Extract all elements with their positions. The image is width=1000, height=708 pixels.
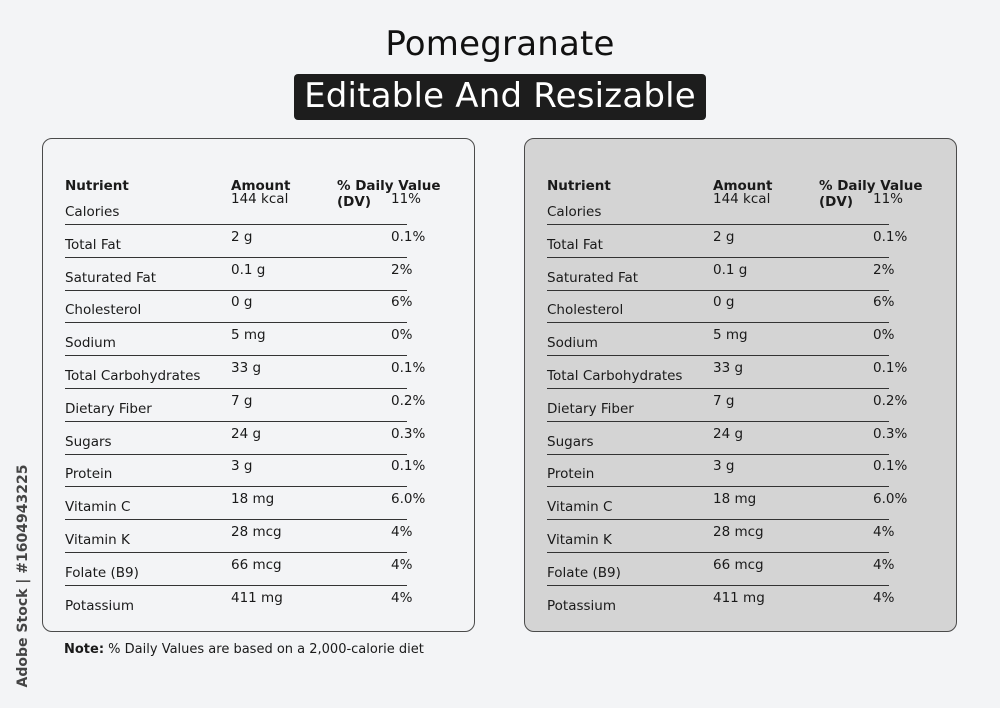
nutrient-daily-value: 6%: [391, 294, 413, 311]
nutrient-daily-value: 6.0%: [873, 491, 908, 508]
stock-id-watermark: [12, 458, 34, 694]
table-row: [65, 389, 426, 422]
header-amount: Amount: [713, 178, 773, 194]
nutrient-name: Sodium: [65, 335, 116, 352]
table-row: [547, 454, 908, 487]
nutrient-name: Potassium: [65, 597, 135, 614]
nutrient-amount: 66 mcg: [231, 556, 282, 573]
nutrient-amount: 0 g: [713, 294, 735, 311]
nutrient-daily-value: 0.1%: [873, 360, 908, 376]
nutrient-amount: 7 g: [231, 392, 253, 409]
nutrient-daily-value: 2%: [391, 261, 413, 278]
nutrient-amount: 2 g: [713, 228, 735, 245]
nutrient-name: Saturated Fat: [65, 269, 157, 286]
nutrient-amount: 28 mcg: [713, 524, 764, 540]
table-row: [65, 225, 426, 258]
table-row: [547, 487, 908, 520]
nutrient-daily-value: 4%: [873, 589, 895, 606]
nutrient-amount: 144 kcal: [713, 191, 771, 207]
nutrient-amount: 3 g: [713, 458, 735, 475]
table-row: [65, 520, 415, 553]
nutrient-amount: 18 mg: [231, 491, 275, 508]
nutrient-daily-value: 4%: [391, 589, 413, 606]
nutrient-daily-value: 11%: [391, 191, 422, 207]
table-row: [65, 422, 426, 455]
nutrient-name: Total Fat: [547, 236, 603, 253]
nutrient-name: Vitamin K: [65, 532, 130, 548]
table-row: [547, 553, 897, 586]
nutrient-amount: 3 g: [231, 458, 253, 475]
footnote: [64, 642, 424, 657]
table-row: [65, 356, 426, 389]
nutrient-daily-value: 0.1%: [391, 458, 426, 475]
nutrient-amount: 7 g: [713, 392, 735, 409]
table-row: [65, 258, 415, 291]
nutrient-name: Potassium: [547, 597, 617, 614]
table-row: [65, 323, 415, 356]
nutrient-daily-value: 0.1%: [873, 458, 908, 475]
table-row: [547, 422, 908, 455]
nutrient-name: Dietary Fiber: [547, 400, 634, 417]
nutrient-daily-value: 0%: [391, 327, 413, 344]
stock-id-text: Adobe Stock | #1604943225: [15, 464, 31, 688]
nutrient-amount: 411 mg: [231, 589, 283, 606]
nutrient-name: Cholesterol: [547, 302, 624, 319]
nutrient-amount: 411 mg: [713, 589, 765, 606]
nutrient-daily-value: 0.1%: [391, 360, 426, 376]
table-row: [547, 290, 897, 323]
nutrient-name: Dietary Fiber: [65, 400, 152, 417]
nutrient-amount: 18 mg: [713, 491, 757, 508]
nutrient-name: Sugars: [65, 433, 112, 450]
nutrition-table-light: [42, 138, 475, 632]
table-row: [547, 389, 908, 422]
table-row: [65, 191, 422, 225]
nutrient-amount: 28 mcg: [231, 524, 282, 540]
nutrient-amount: 33 g: [231, 360, 262, 376]
nutrient-daily-value: 0.3%: [391, 425, 426, 442]
nutrient-daily-value: 0.1%: [391, 228, 426, 245]
nutrient-name: Sugars: [547, 433, 594, 450]
nutrient-amount: 2 g: [231, 228, 253, 245]
table-row: [65, 553, 415, 586]
footnote-label: Note:: [64, 642, 105, 657]
table-row: [65, 586, 415, 619]
nutrient-daily-value: 6.0%: [391, 491, 426, 508]
nutrient-amount: 24 g: [713, 425, 744, 442]
nutrient-daily-value: 0.2%: [873, 392, 908, 409]
nutrient-amount: 24 g: [231, 425, 262, 442]
header-nutrient: Nutrient: [65, 178, 129, 194]
header-daily-value: % Daily Value (DV): [337, 178, 441, 210]
nutrient-name: Total Carbohydrates: [65, 368, 201, 384]
nutrient-amount: 0 g: [231, 294, 253, 311]
subtitle-container: [0, 74, 1000, 120]
nutrient-amount: 0.1 g: [231, 261, 266, 278]
table-row: [547, 586, 897, 619]
nutrient-name: Vitamin C: [547, 499, 613, 516]
footnote-text: % Daily Values are based on a 2,000-calorie diet: [104, 642, 424, 657]
nutrient-name: Protein: [547, 466, 595, 483]
nutrient-amount: 144 kcal: [231, 191, 289, 207]
nutrient-name: Vitamin K: [547, 532, 612, 548]
nutrient-daily-value: 0.2%: [391, 392, 426, 409]
nutrient-daily-value: 0%: [873, 327, 895, 344]
nutrient-daily-value: 4%: [873, 524, 895, 540]
page-title: Pomegranate: [385, 24, 615, 64]
page-subtitle: Editable And Resizable: [294, 74, 706, 120]
nutrient-name: Total Fat: [65, 236, 121, 253]
table-row: [547, 323, 897, 356]
table-row: [65, 454, 426, 487]
nutrient-name: Folate (B9): [65, 564, 139, 581]
nutrient-amount: 5 mg: [713, 327, 748, 344]
nutrient-daily-value: 4%: [391, 524, 413, 540]
table-row: [547, 356, 908, 389]
nutrient-amount: 33 g: [713, 360, 744, 376]
header-daily-value: % Daily Value (DV): [819, 178, 923, 210]
nutrient-amount: 5 mg: [231, 327, 266, 344]
nutrient-daily-value: 2%: [873, 261, 895, 278]
nutrient-daily-value: 6%: [873, 294, 895, 311]
nutrient-daily-value: 4%: [391, 556, 413, 573]
nutrient-name: Calories: [65, 204, 120, 220]
header-amount: Amount: [231, 178, 291, 194]
table-row: [65, 487, 426, 520]
nutrient-amount: 0.1 g: [713, 261, 748, 278]
table-row: [547, 191, 904, 225]
nutrient-name: Folate (B9): [547, 564, 621, 581]
nutrient-name: Cholesterol: [65, 302, 142, 319]
nutrient-name: Protein: [65, 466, 113, 483]
table-row: [547, 258, 897, 291]
nutrient-daily-value: 0.3%: [873, 425, 908, 442]
table-row: [65, 290, 415, 323]
table-row: [547, 520, 897, 553]
nutrient-daily-value: 0.1%: [873, 228, 908, 245]
nutrient-name: Calories: [547, 204, 602, 220]
nutrient-name: Sodium: [547, 335, 598, 352]
nutrient-name: Saturated Fat: [547, 269, 639, 286]
nutrient-name: Total Carbohydrates: [547, 368, 683, 384]
header-nutrient: Nutrient: [547, 178, 611, 194]
nutrient-daily-value: 11%: [873, 191, 904, 207]
nutrition-table-gray: [524, 138, 957, 632]
nutrient-amount: 66 mcg: [713, 556, 764, 573]
nutrient-name: Vitamin C: [65, 499, 131, 516]
table-row: [547, 225, 908, 258]
nutrient-daily-value: 4%: [873, 556, 895, 573]
